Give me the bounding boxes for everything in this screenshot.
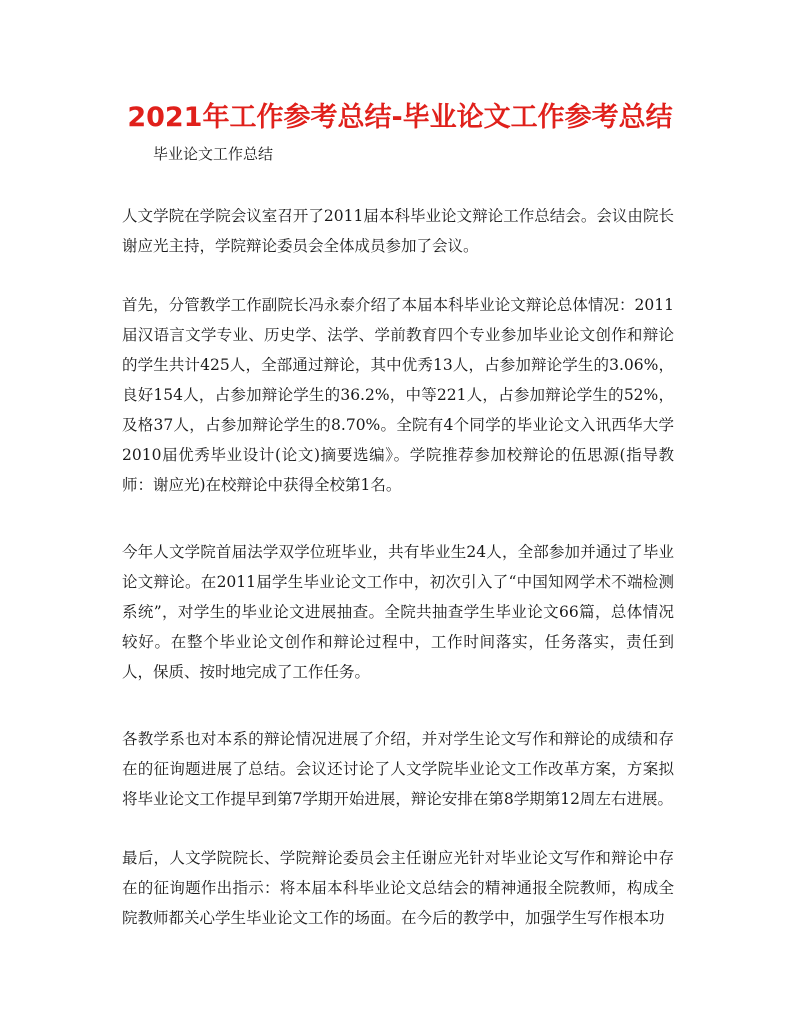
document-title: 2021年工作参考总结-毕业论文工作参考总结: [127, 102, 673, 133]
paragraph-law-double-degree: 今年人文学院首届法学双学位班毕业，共有毕业生24人，全部参加并通过了毕业论文辩论。在2011届学生毕业论文工作中，初次引入了“中国知网学术不端检测系统”，对学生的毕业论文进展抽查。全院共抽查学生毕业论文66篇，总体情况较好。在整个毕业论文创作和辩论过程中，工作时间落实，任务落实，责任到人，保质、按时地完成了工作任务。: [122, 543, 674, 681]
paragraph-defense-summary: 首先，分管教学工作副院长冯永泰介绍了本届本科毕业论文辩论总体情况：2011届汉语言文学专业、历史学、法学、学前教育四个专业参加毕业论文创作和辩论的学生共计425人，全部通过辩论，其中优秀13人，占参加辩论学生的3.06%，良好154人，占参加辩论学生的36.2%，中等221人，占参加辩论学生的52%，及格37人，占参加辩论学生的8.70%。全院有4个同学的毕业论文入讯西华大学2010届优秀毕业设计(论文)摘要选编》。学院推荐参加校辩论的伍思源(指导教师：谢应光)在校辩论中获得全校第1名。: [122, 296, 674, 494]
paragraph-department-reports: 各教学系也对本系的辩论情况进展了介绍，并对学生论文写作和辩论的成绩和存在的征询题进展了总结。会议还讨论了人文学院毕业论文工作改革方案，方案拟将毕业论文工作提早到第7学期开始进展，辩论安排在第8学期第12周左右进展。: [122, 730, 674, 808]
paragraph-dean-instructions: 最后，人文学院院长、学院辩论委员会主任谢应光针对毕业论文写作和辩论中存在的征询题作出指示：将本届本科毕业论文总结会的精神通报全院教师，构成全院教师都关心学生毕业论文工作的场面。在今后的教学中，加强学生写作根本功: [122, 849, 674, 927]
paragraph-meeting-intro: 人文学院在学院会议室召开了2011届本科毕业论文辩论工作总结会。会议由院长谢应光主持，学院辩论委员会全体成员参加了会议。: [122, 207, 674, 255]
document-subtitle: 毕业论文工作总结: [153, 145, 274, 163]
